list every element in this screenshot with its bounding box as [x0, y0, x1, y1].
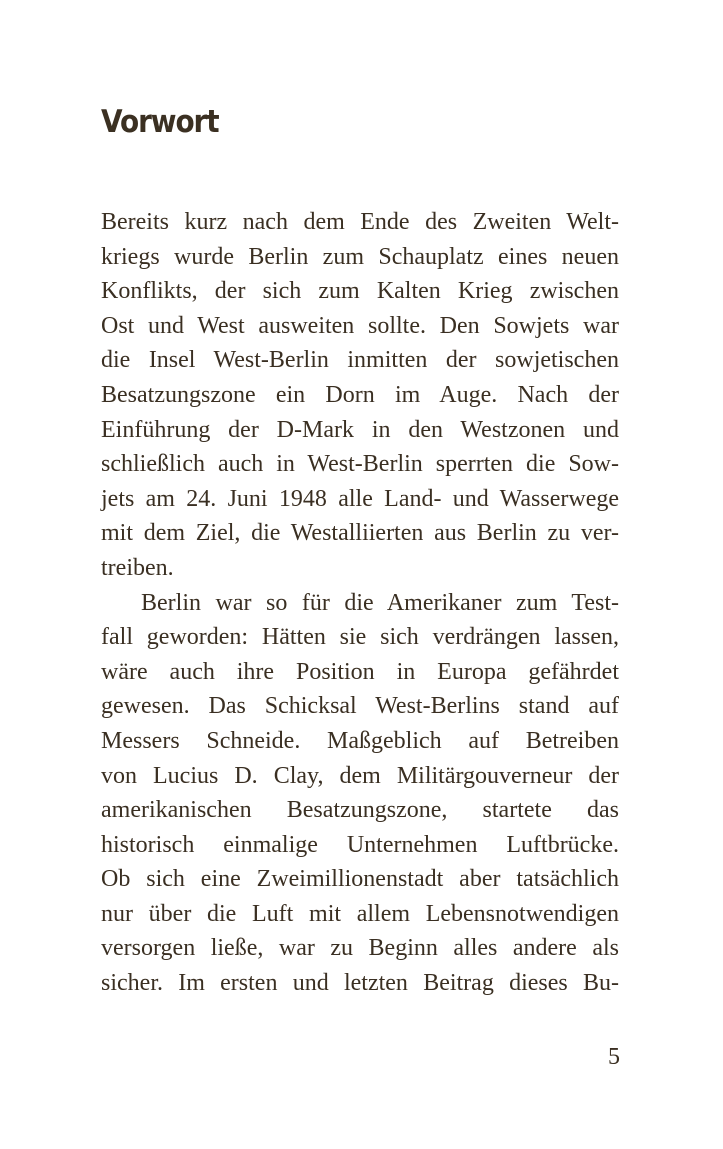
text-line: mit dem Ziel, die Westalliierten aus Berlin zu ver- — [101, 520, 619, 547]
body-text — [101, 205, 619, 1001]
text-line: nur über die Luft mit allem Lebensnotwendigen — [101, 900, 619, 927]
text-line: Ost und West ausweiten sollte. Den Sowjets war — [101, 312, 619, 339]
text-line: Berlin war so für die Amerikaner zum Test- — [141, 589, 619, 616]
text-line: amerikanischen Besatzungszone, startete das — [101, 797, 619, 824]
chapter-heading: Vorwort — [101, 104, 219, 140]
text-line: schließlich auch in West-Berlin sperrten die Sow- — [101, 451, 619, 478]
text-line: Messers Schneide. Maßgeblich auf Betreiben — [101, 727, 619, 754]
text-line: versorgen ließe, war zu Beginn alles andere als — [101, 935, 619, 962]
text-line: gewesen. Das Schicksal West-Berlins stand auf — [101, 693, 619, 720]
text-line: Konflikts, der sich zum Kalten Krieg zwischen — [101, 278, 619, 305]
text-line: die Insel West-Berlin inmitten der sowjetischen — [101, 347, 619, 374]
text-line: Bereits kurz nach dem Ende des Zweiten Welt- — [101, 209, 619, 235]
text-line: Einführung der D-Mark in den Westzonen und — [101, 416, 619, 443]
page-number: 5 — [608, 1044, 620, 1070]
text-line: jets am 24. Juni 1948 alle Land- und Wasserwege — [101, 485, 619, 512]
text-line: wäre auch ihre Position in Europa gefährdet — [101, 658, 619, 685]
text-line: treiben. — [101, 554, 174, 581]
text-line: Ob sich eine Zweimillionenstadt aber tatsächlich — [101, 866, 619, 893]
text-line: historisch einmalige Unternehmen Luftbrücke. — [101, 831, 619, 858]
text-line: von Lucius D. Clay, dem Militärgouverneur der — [101, 762, 619, 789]
text-line: Besatzungszone ein Dorn im Auge. Nach der — [101, 381, 619, 408]
text-line: fall geworden: Hätten sie sich verdrängen lassen, — [101, 624, 619, 651]
text-line: kriegs wurde Berlin zum Schauplatz eines neuen — [101, 243, 619, 270]
text-line: sicher. Im ersten und letzten Beitrag dieses Bu- — [101, 970, 619, 997]
